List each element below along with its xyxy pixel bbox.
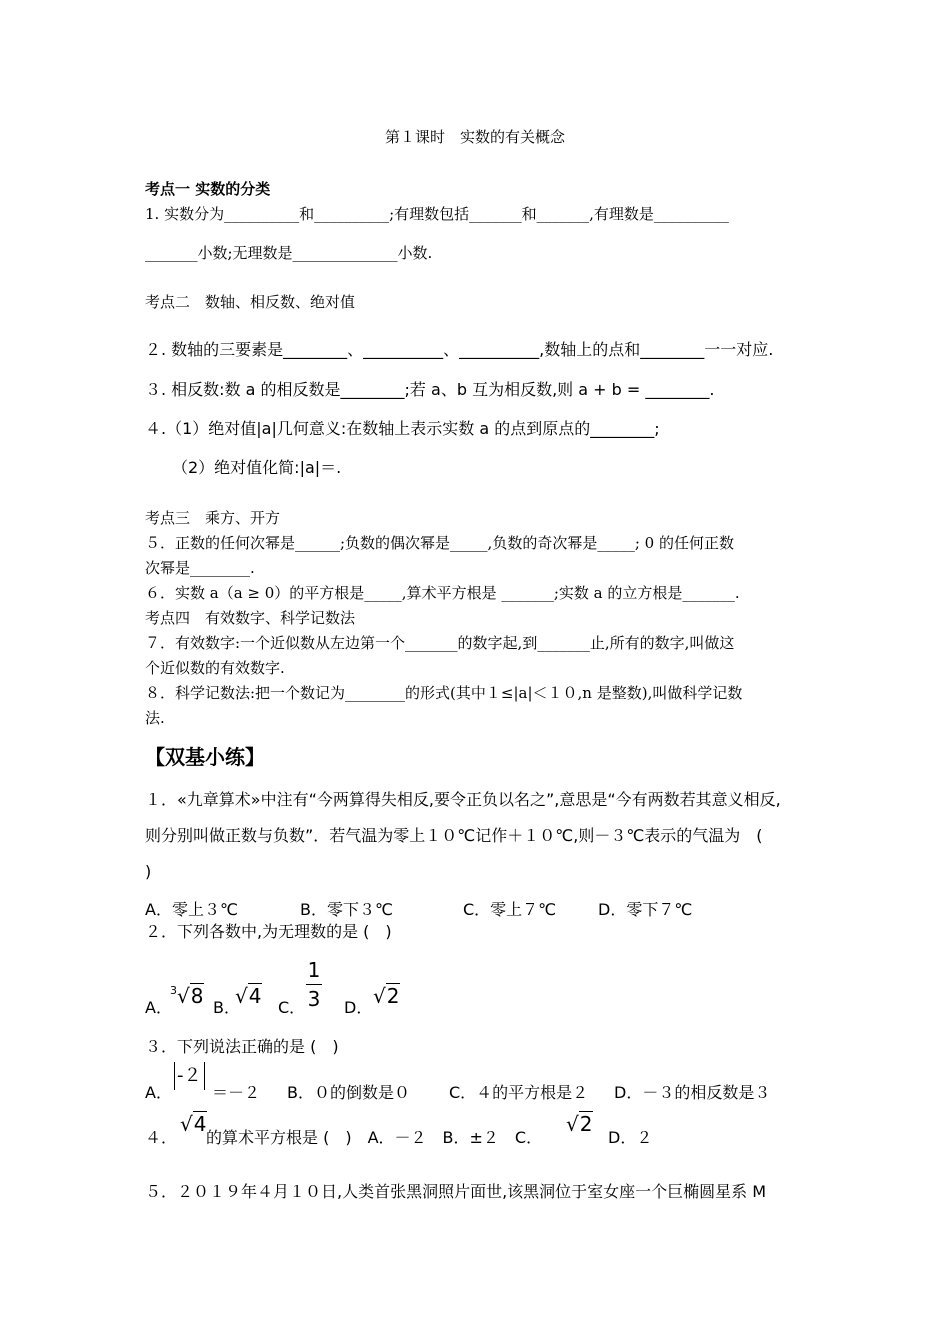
question-1-line-1: 1. 实数分为__________和__________;有理数包括_______和_______,有理数是__________ <box>145 205 729 223</box>
section-heading-2: 考点二 数轴、相反数、绝对值 <box>145 293 356 311</box>
practice-1-option-d: D．零下７℃ <box>598 900 693 919</box>
question-5-line-1: ５．正数的任何次幂是______;负数的偶次幂是_____,负数的奇次幂是_____; 0 的任何正数 <box>145 534 734 552</box>
practice-2-label-a: A． <box>145 998 172 1017</box>
practice-3-option-a-value: ＝－２ <box>212 1083 261 1102</box>
practice-4-number: ４． <box>145 1128 178 1147</box>
practice-1-line-2: 则分别叫做正数与负数”．若气温为零上１０℃记作＋１０℃,则－３℃表示的气温为 ( <box>145 826 763 845</box>
practice-5-line-1: ５．２０１９年４月１０日,人类首张黑洞照片面世,该黑洞位于室女座一个巨椭圆星系 M <box>145 1182 767 1201</box>
practice-1-line-3: ) <box>145 862 152 881</box>
question-6: ６．实数 a（a ≥ 0）的平方根是_____,算术平方根是 _______;实数 a 的立方根是_______. <box>145 584 740 602</box>
fraction-one-third: 1 3 <box>307 958 321 1011</box>
question-2: ２. 数轴的三要素是________、__________、__________,数轴上的点和________一一对应. <box>145 340 774 359</box>
practice-2-stem: ２．下列各数中,为无理数的是 ( ) <box>145 922 392 941</box>
question-5-line-2: 次幂是________. <box>145 559 255 577</box>
question-7-line-1: ７．有效数字:一个近似数从左边第一个_______的数字起,到_______止,所有的数字,叫做这 <box>145 634 735 652</box>
practice-2-label-d: D． <box>344 998 373 1017</box>
practice-4-option-d: D．２ <box>608 1128 653 1147</box>
practice-1-option-c: C．零上７℃ <box>463 900 557 919</box>
practice-3-label-a: A． <box>145 1083 172 1102</box>
sqrt-2-practice-4: √2 <box>566 1112 593 1136</box>
practice-1-line-1: １．«九章算术»中注有“今两算得失相反,要令正负以名之”,意思是“今有两数若其意义相反, <box>145 790 781 809</box>
practice-1-option-b: B．零下３℃ <box>300 900 393 919</box>
abs-minus-2: -２ <box>174 1062 205 1090</box>
question-1-line-2: _______小数;无理数是______________小数. <box>145 244 433 262</box>
practice-3-stem: ３．下列说法正确的是 ( ) <box>145 1037 339 1056</box>
page-title: 第１课时 实数的有关概念 <box>384 128 565 146</box>
practice-2-label-b: B． <box>213 998 240 1017</box>
sqrt-2: √2 <box>373 984 400 1008</box>
practice-1-option-a: A．零上３℃ <box>145 900 238 919</box>
practice-3-option-b: B．０的倒数是０ <box>287 1083 410 1102</box>
practice-2-label-c: C． <box>278 998 306 1017</box>
sqrt-4: √4 <box>235 984 262 1008</box>
question-3: ３. 相反数:数 a 的相反数是________;若 a、b 互为相反数,则 a + b = ________. <box>145 380 715 399</box>
section-heading-1: 考点一 实数的分类 <box>145 180 271 198</box>
section-heading-3: 考点三 乘方、开方 <box>145 509 281 527</box>
cube-root-8: $^3$√8 <box>170 984 204 1008</box>
section-heading-4: 考点四 有效数字、科学记数法 <box>145 609 356 627</box>
question-7-line-2: 个近似数的有效数字. <box>145 659 285 677</box>
practice-3-option-d: D．－３的相反数是３ <box>614 1083 771 1102</box>
practice-heading: 【双基小练】 <box>145 745 265 769</box>
practice-3-option-c: C．４的平方根是２ <box>449 1083 589 1102</box>
question-8-line-2: 法. <box>145 709 165 727</box>
question-4b: （2）绝对值化简:|a|＝. <box>172 458 342 477</box>
question-4a: ４.（1）绝对值|a|几何意义:在数轴上表示实数 a 的点到原点的________; <box>145 419 660 438</box>
sqrt-4-practice-4: √4 <box>180 1112 207 1136</box>
question-8-line-1: ８．科学记数法:把一个数记为________的形式(其中１≤|a|＜１０,n 是整数),叫做科学记数 <box>145 684 743 702</box>
practice-4-stem: 的算术平方根是 ( ) A．－２ B．±２ C． <box>206 1128 543 1147</box>
